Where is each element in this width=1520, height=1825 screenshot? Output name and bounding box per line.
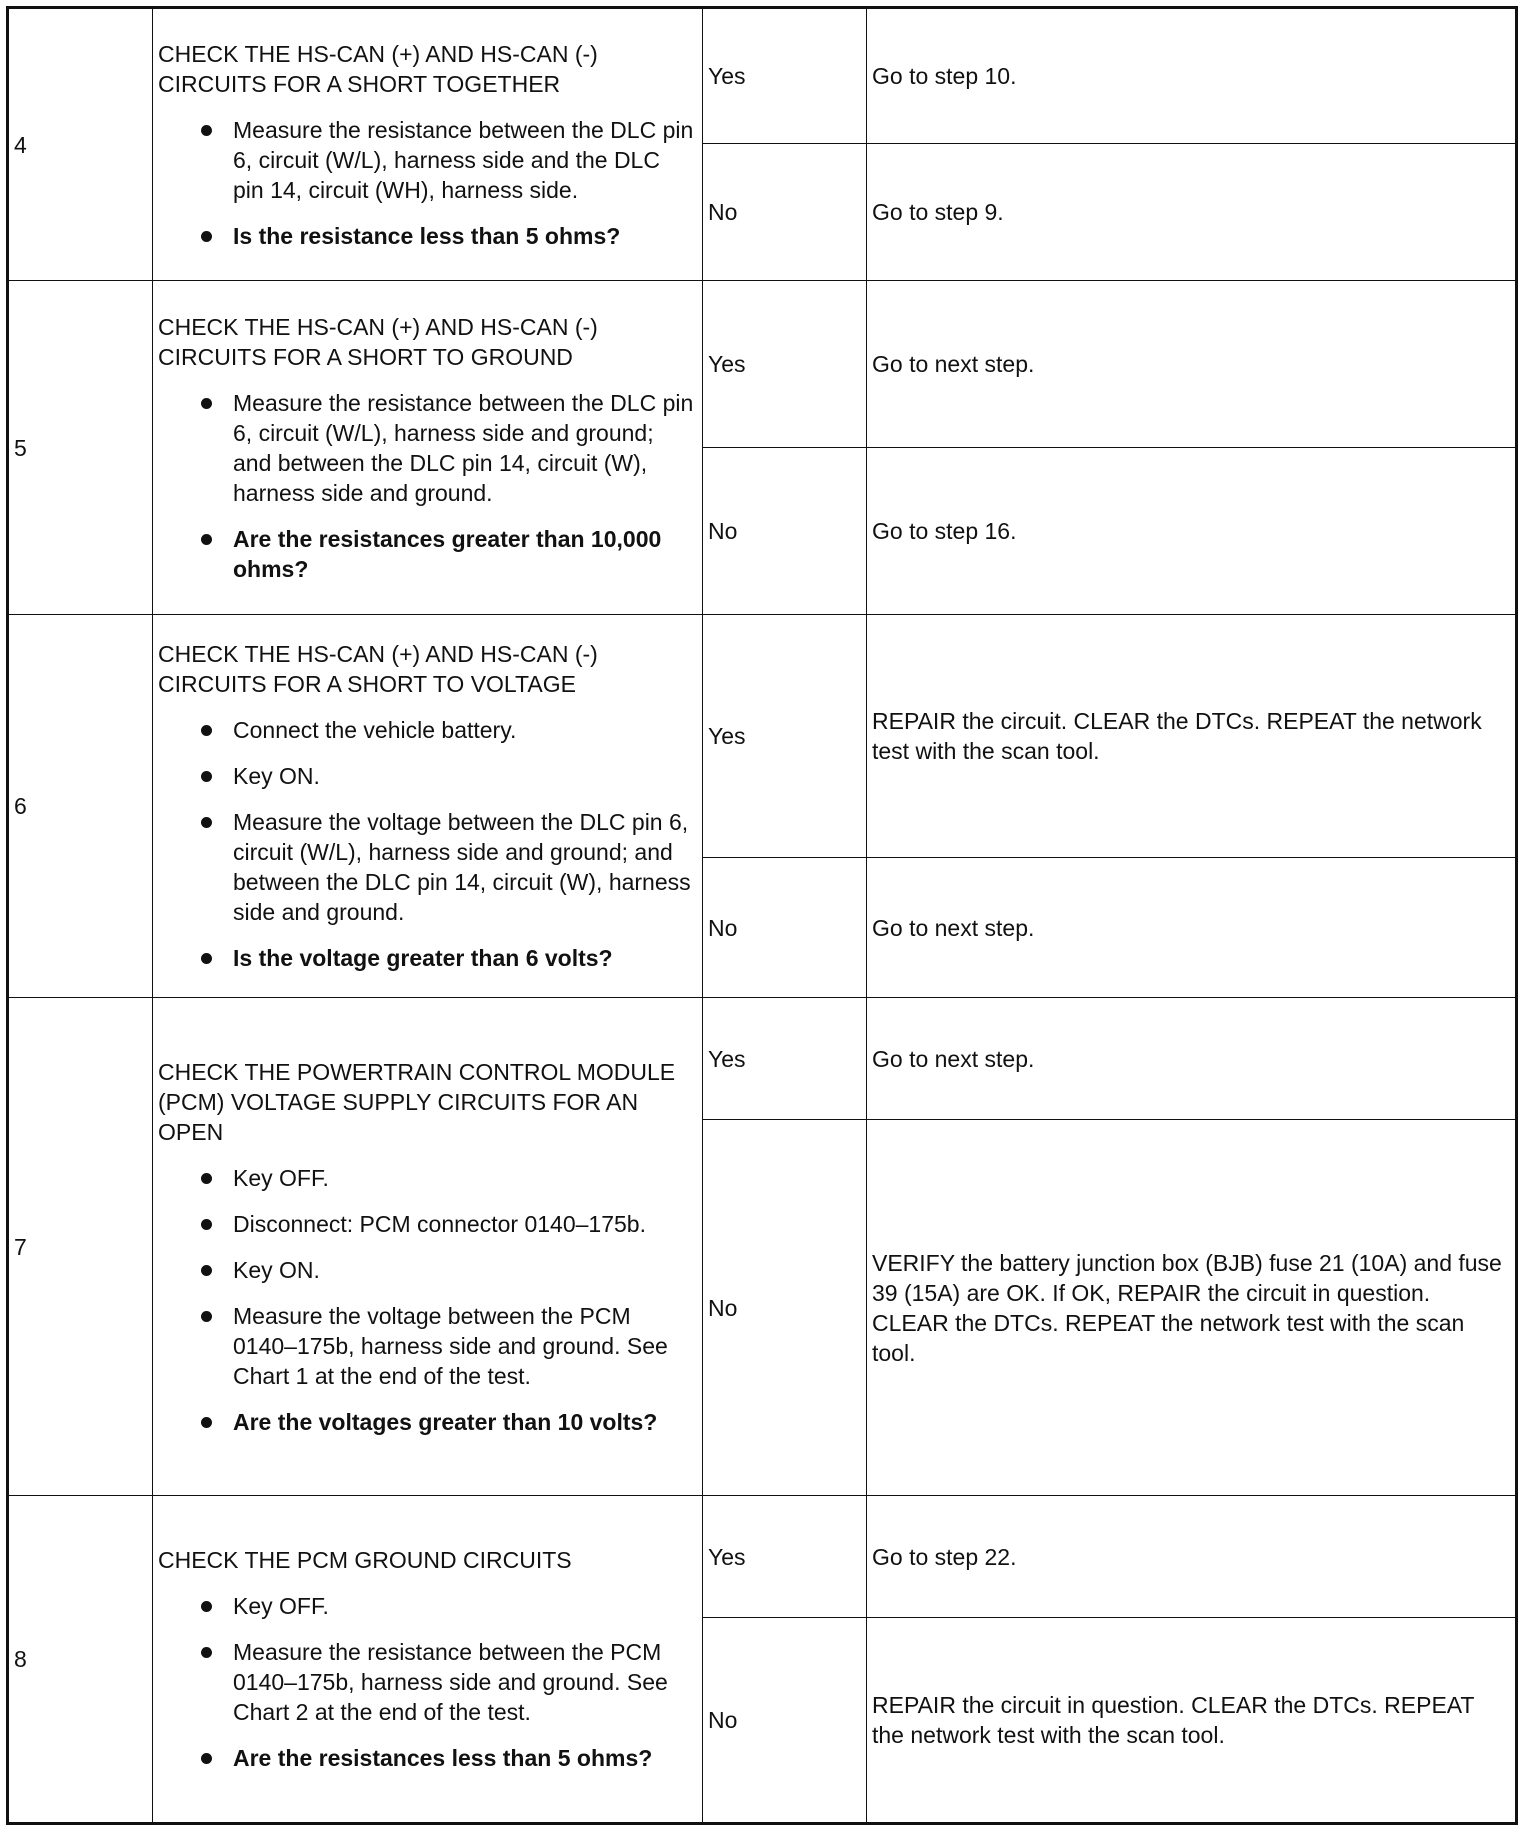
test-title: CHECK THE POWERTRAIN CONTROL MODULE (PCM) VOLTAGE SUPPLY CIRCUITS FOR AN OPEN — [158, 1058, 676, 1145]
step-row-5 — [8, 281, 1517, 448]
test-bullet: Disconnect: PCM connector 0140–175b. — [233, 1209, 697, 1239]
action-yes: Go to next step. — [867, 998, 1517, 1120]
test-question: Is the voltage greater than 6 volts? — [233, 943, 697, 973]
test-bullet: Key ON. — [233, 1255, 697, 1285]
answer-no: No — [703, 1120, 867, 1496]
test-bullets — [158, 1163, 697, 1437]
step-row-8 — [8, 1496, 1517, 1618]
test-bullet: Key OFF. — [233, 1591, 697, 1621]
answer-yes: Yes — [703, 281, 867, 448]
action-yes: Go to step 22. — [867, 1496, 1517, 1618]
test-title: CHECK THE HS-CAN (+) AND HS-CAN (-) CIRCUITS FOR A SHORT TO GROUND — [158, 313, 598, 370]
answer-no: No — [703, 144, 867, 281]
step-number: 5 — [8, 281, 153, 615]
test-bullet: Measure the resistance between the DLC pin 6, circuit (W/L), harness side and the DLC pin 14, circuit (WH), harness side. — [233, 115, 697, 205]
diagnostic-table — [6, 6, 1518, 1825]
test-question: Are the resistances less than 5 ohms? — [233, 1743, 697, 1773]
answer-yes: Yes — [703, 1496, 867, 1618]
test-title: CHECK THE HS-CAN (+) AND HS-CAN (-) CIRCUITS FOR A SHORT TO VOLTAGE — [158, 641, 598, 697]
answer-no: No — [703, 858, 867, 998]
test-question: Is the resistance less than 5 ohms? — [233, 221, 697, 251]
action-yes: Go to next step. — [867, 281, 1517, 448]
test-cell — [153, 8, 703, 281]
action-no: Go to next step. — [867, 858, 1517, 998]
test-bullets — [158, 115, 697, 251]
step-number: 4 — [8, 8, 153, 281]
action-yes: Go to step 10. — [867, 8, 1517, 144]
action-no: VERIFY the battery junction box (BJB) fuse 21 (10A) and fuse 39 (15A) are OK. If OK, REPAIR the circuit in question. CLEAR the DTCs. REPEAT the network test with the scan tool. — [867, 1120, 1517, 1496]
answer-yes: Yes — [703, 615, 867, 858]
action-no: Go to step 9. — [867, 144, 1517, 281]
test-bullets — [158, 715, 697, 973]
step-number: 7 — [8, 998, 153, 1496]
test-bullet: Measure the voltage between the PCM 0140–175b, harness side and ground. See Chart 1 at the end of the test. — [233, 1301, 697, 1391]
test-bullet: Measure the voltage between the DLC pin 6, circuit (W/L), harness side and ground; and between the DLC pin 14, circuit (W), harness side and ground. — [233, 807, 697, 927]
test-cell — [153, 998, 703, 1496]
test-bullet: Measure the resistance between the PCM 0140–175b, harness side and ground. See Chart 2 at the end of the test. — [233, 1637, 697, 1727]
test-cell — [153, 281, 703, 615]
action-no: REPAIR the circuit in question. CLEAR the DTCs. REPEAT the network test with the scan tool. — [867, 1618, 1517, 1824]
test-bullet: Measure the resistance between the DLC pin 6, circuit (W/L), harness side and ground; and between the DLC pin 14, circuit (W), harness side and ground. — [233, 388, 697, 508]
test-bullet: Key OFF. — [233, 1163, 697, 1193]
answer-yes: Yes — [703, 998, 867, 1120]
test-title: CHECK THE PCM GROUND CIRCUITS — [158, 1547, 572, 1573]
action-yes: REPAIR the circuit. CLEAR the DTCs. REPEAT the network test with the scan tool. — [867, 615, 1517, 858]
test-question: Are the voltages greater than 10 volts? — [233, 1407, 697, 1437]
test-bullet: Key ON. — [233, 761, 697, 791]
step-row-4 — [8, 8, 1517, 144]
test-question: Are the resistances greater than 10,000 ohms? — [233, 524, 697, 584]
step-number: 6 — [8, 615, 153, 998]
step-row-6 — [8, 615, 1517, 858]
answer-yes: Yes — [703, 8, 867, 144]
test-cell — [153, 615, 703, 998]
answer-no: No — [703, 448, 867, 615]
test-bullets — [158, 1591, 697, 1773]
answer-no: No — [703, 1618, 867, 1824]
test-bullets — [158, 388, 697, 584]
test-title: CHECK THE HS-CAN (+) AND HS-CAN (-) CIRCUITS FOR A SHORT TOGETHER — [158, 40, 598, 97]
test-cell — [153, 1496, 703, 1824]
action-no: Go to step 16. — [867, 448, 1517, 615]
test-bullet: Connect the vehicle battery. — [233, 715, 697, 745]
step-number: 8 — [8, 1496, 153, 1824]
step-row-7 — [8, 998, 1517, 1120]
